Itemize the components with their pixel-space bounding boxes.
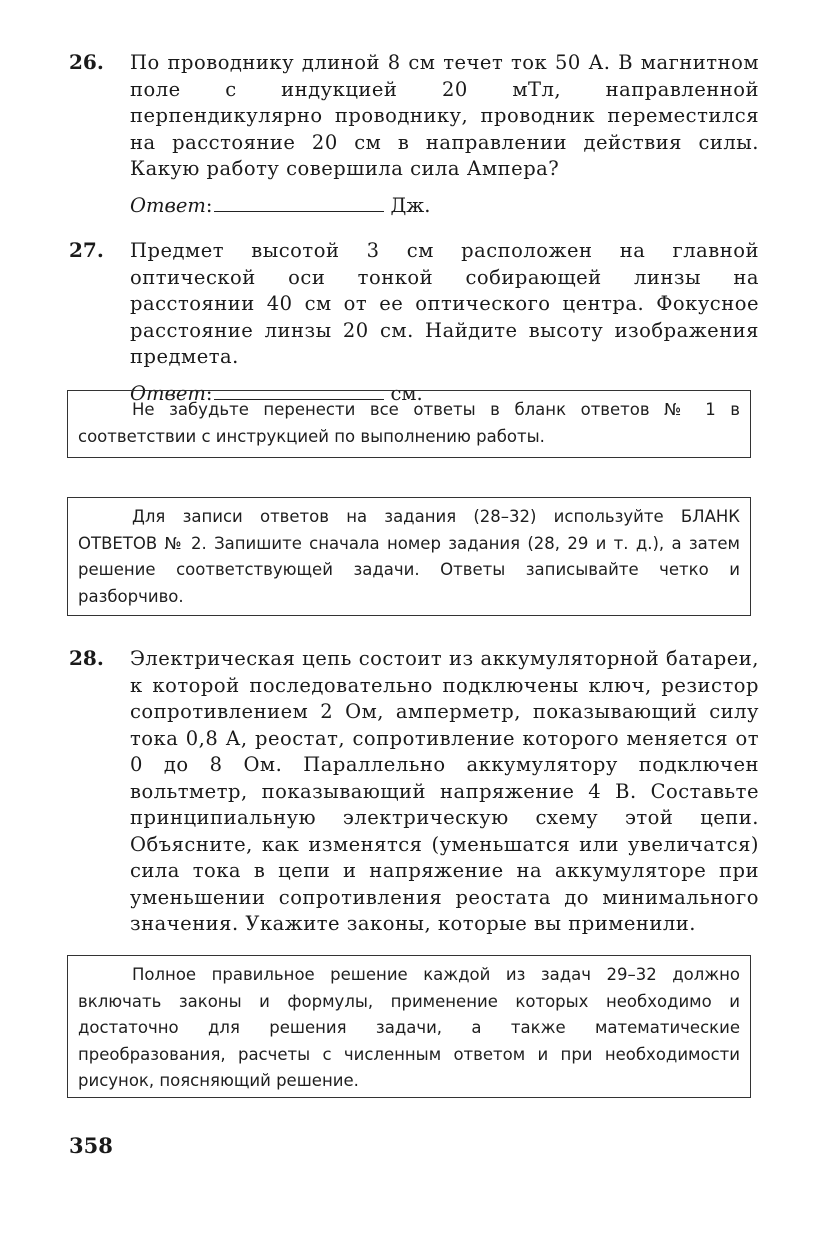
problem-28 (69, 646, 759, 938)
problem-number: 26. (69, 50, 104, 74)
problem-text: По проводнику длиной 8 см течет ток 50 А. В магнитном поле с индукцией 20 мТл, направленной перпендикулярно проводнику, проводник переместился на расстояние 20 см в направлении действия силы. Какую работу совершила сила Ампера? (130, 51, 759, 180)
problem-text: Предмет высотой 3 см расположен на главной оптической оси тонкой собирающей линзы на расстоянии 40 см от ее оптического центра. Фокусное расстояние линзы 20 см. Найдите высоту изображения предмета. (130, 239, 759, 368)
problem-26 (69, 50, 759, 219)
answer-line: Ответ: Дж. (130, 193, 431, 217)
notice-text: Полное правильное решение каждой из задач 29–32 должно включать законы и формулы, применение которых необходимо и достаточно для решения задачи, а также математические преобразования, расчеты с численным ответом и при необходимости рисунок, поясняющий решение. (78, 965, 740, 1090)
notice-transfer-answers (67, 390, 751, 458)
problem-text: Электрическая цепь состоит из аккумуляторной батареи, к которой последовательно подключены ключ, резистор сопротивлением 2 Ом, амперметр, показывающий силу тока 0,8 А, реостат, сопротивление которого меняется от 0 до 8 Ом. Параллельно аккумулятору подключен вольтметр, показывающий напряжение 4 В. Составьте принципиальную электрическую схему этой цепи. Объясните, как изменятся (уменьшатся или увеличатся) сила тока в цепи и напряжение на аккумуляторе при уменьшении сопротивления реостата до минимального значения. Укажите законы, которые вы применили. (130, 647, 759, 935)
answer-line: Ответ: см. (130, 381, 423, 405)
answer-label: Ответ (130, 381, 206, 405)
answer-label: Ответ (130, 193, 206, 217)
notice-answer-form-2 (67, 497, 751, 616)
notice-text: Для записи ответов на задания (28–32) используйте БЛАНК ОТВЕТОВ № 2. Запишите сначала номер задания (28, 29 и т. д.), а затем решение соответствующей задачи. Ответы записывайте четко и разборчиво. (78, 507, 740, 606)
problem-number: 28. (69, 646, 104, 670)
answer-blank[interactable] (214, 193, 384, 212)
answer-unit: Дж. (390, 193, 431, 217)
page-number: 358 (69, 1133, 113, 1158)
notice-full-solution (67, 955, 751, 1098)
problem-number: 27. (69, 238, 104, 262)
notice-text: Не забудьте перенести все ответы в бланк ответов № 1 в соответствии с инструкцией по выполнению работы. (78, 400, 740, 446)
problem-27 (69, 238, 759, 407)
answer-unit: см. (390, 381, 423, 405)
